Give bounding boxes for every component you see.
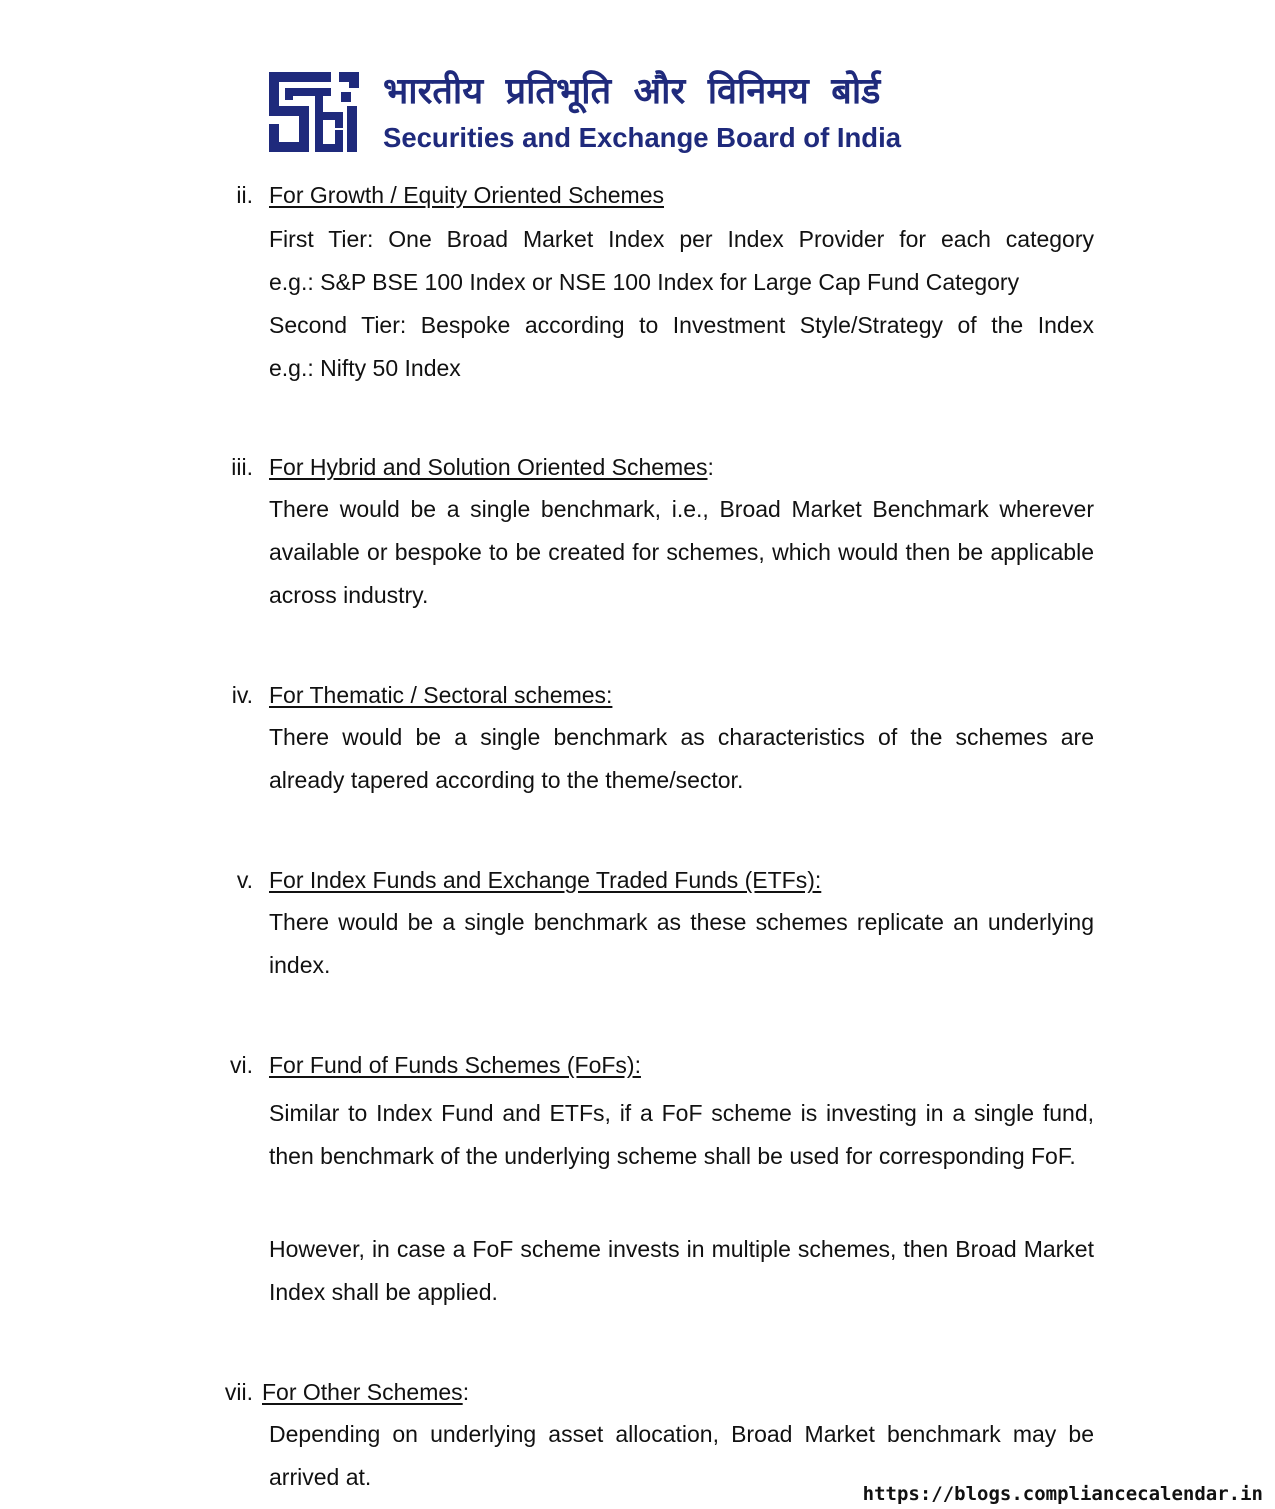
sebi-logo-icon	[269, 72, 359, 152]
body-paragraph: However, in case a FoF scheme invests in multiple schemes, then Broad Market Index shall be applied.	[269, 1236, 1094, 1306]
body-line: e.g.: S&P BSE 100 Index or NSE 100 Index for Large Cap Fund Category	[269, 269, 1020, 295]
body-line: e.g.: Nifty 50 Index	[269, 355, 461, 381]
body-line: First Tier: One Broad Market Index per Index Provider for each category	[269, 226, 1094, 252]
body-paragraph: Depending on underlying asset allocation, Broad Market benchmark may be arrived at.	[269, 1421, 1094, 1491]
section-numeral: iii.	[231, 454, 253, 480]
section-heading: For Hybrid and Solution Oriented Schemes	[269, 454, 708, 480]
section-heading: For Index Funds and Exchange Traded Funds (ETFs):	[269, 867, 822, 893]
section-numeral: ii.	[236, 182, 253, 208]
english-title: Securities and Exchange Board of India	[383, 122, 902, 153]
section-heading: For Growth / Equity Oriented Schemes	[269, 182, 664, 208]
section-heading: For Other Schemes	[262, 1379, 463, 1405]
body-paragraph: There would be a single benchmark, i.e., Broad Market Benchmark wherever available or bespoke to be created for schemes, which would then be applicable across industry.	[269, 496, 1094, 609]
body-paragraph: There would be a single benchmark as these schemes replicate an underlying index.	[269, 909, 1094, 979]
section-heading: For Thematic / Sectoral schemes:	[269, 682, 613, 708]
footer-url[interactable]: https://blogs.compliancecalendar.in	[862, 1483, 1263, 1505]
letterhead	[269, 72, 969, 154]
section-heading: For Fund of Funds Schemes (FoFs):	[269, 1052, 641, 1078]
heading-suffix: :	[707, 454, 714, 480]
section-numeral: vi.	[230, 1052, 253, 1078]
section-numeral: iv.	[231, 682, 253, 708]
hindi-title: भारतीय प्रतिभूति और विनिमय बोर्ड	[383, 71, 881, 112]
section-numeral: vii.	[224, 1379, 253, 1405]
section-numeral: v.	[236, 867, 253, 893]
body-paragraph: Similar to Index Fund and ETFs, if a FoF scheme is investing in a single fund, then benchmark of the underlying scheme shall be used for corresponding FoF.	[269, 1100, 1094, 1170]
body-line: Second Tier: Bespoke according to Investment Style/Strategy of the Index	[269, 312, 1094, 338]
heading-suffix: :	[462, 1379, 470, 1405]
body-paragraph: There would be a single benchmark as characteristics of the schemes are already tapered according to the theme/sector.	[269, 724, 1094, 794]
